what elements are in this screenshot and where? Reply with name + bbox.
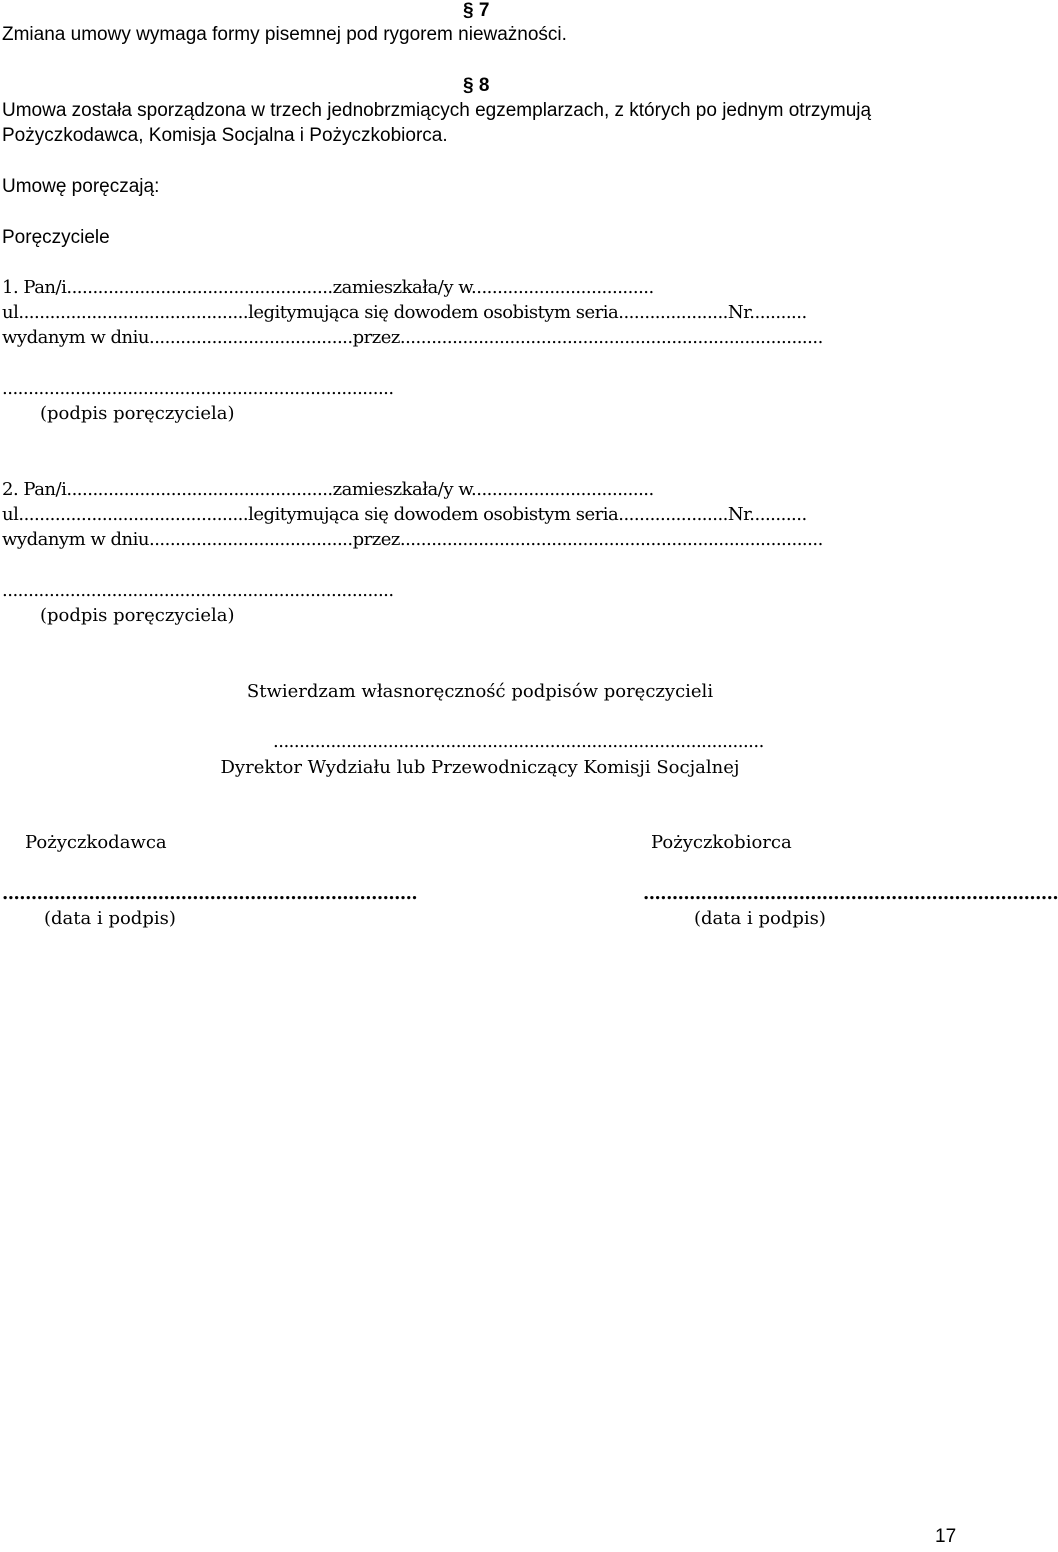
certification-signatory: Dyrektor Wydziału lub Przewodniczący Komisji Socjalnej <box>220 757 740 778</box>
guarantor-1-name-line: 1. Pan/i...................................................zamieszkała/y w................................... <box>2 277 654 298</box>
guarantor-1-issued-line: wydanym w dniu.......................................przez................................................................................. <box>2 327 823 348</box>
guarantor-2-signature-dots: ........................................................................... <box>2 580 394 601</box>
guarantor-2-name-line: 2. Pan/i...................................................zamieszkała/y w................................... <box>2 479 654 500</box>
guarantee-intro: Umowę poręczają: <box>2 176 160 197</box>
borrower-signature-label: (data i podpis) <box>694 908 826 929</box>
guarantor-1-address-line: ul............................................legitymująca się dowodem osobistym seria.....................Nr........... <box>2 302 807 323</box>
guarantor-1-signature-label: (podpis poręczyciela) <box>40 403 235 424</box>
guarantor-2-issued-line: wydanym w dniu.......................................przez................................................................................. <box>2 529 823 550</box>
page-number: 17 <box>935 1526 957 1547</box>
section-8-text-line2: Pożyczkodawca, Komisja Socjalna i Pożyczkobiorca. <box>2 125 448 146</box>
borrower-signature-dots: ........................................................................ <box>643 883 1058 904</box>
section-8-text-line1: Umowa została sporządzona w trzech jednobrzmiących egzemplarzach, z których po jednym otrzymują <box>2 100 872 121</box>
section-7-text: Zmiana umowy wymaga formy pisemnej pod rygorem nieważności. <box>2 24 567 45</box>
certification-text: Stwierdzam własnoręczność podpisów poręczycieli <box>246 681 714 702</box>
guarantor-2-signature-label: (podpis poręczyciela) <box>40 605 235 626</box>
lender-signature-label: (data i podpis) <box>44 908 176 929</box>
borrower-label: Pożyczkobiorca <box>651 832 792 853</box>
guarantors-label: Poręczyciele <box>2 227 110 248</box>
certification-signature-dots: .............................................................................................. <box>273 731 764 752</box>
section-7-heading: § 7 <box>463 0 490 21</box>
guarantor-1-signature-dots: ........................................................................... <box>2 378 394 399</box>
lender-label: Pożyczkodawca <box>25 832 167 853</box>
guarantor-2-address-line: ul............................................legitymująca się dowodem osobistym seria.....................Nr........... <box>2 504 807 525</box>
section-8-heading: § 8 <box>463 75 490 96</box>
lender-signature-dots: ........................................................................ <box>2 883 418 904</box>
